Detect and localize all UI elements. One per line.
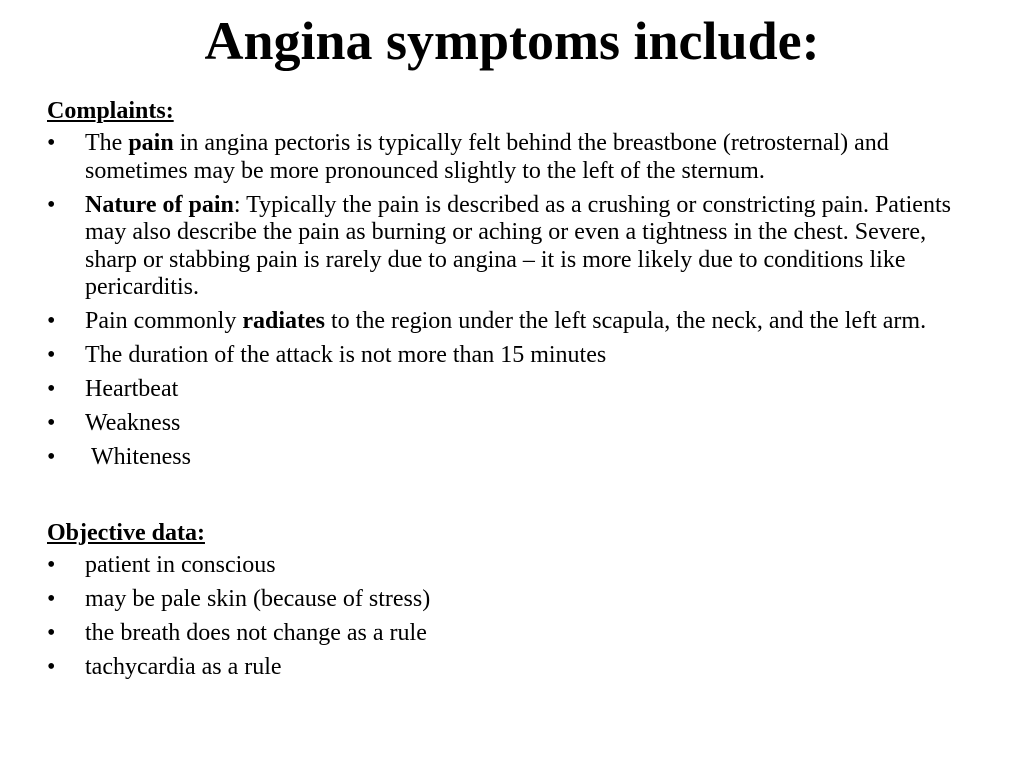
list-item [47, 410, 977, 438]
item-text-bold: radiates [242, 308, 325, 334]
list-item [47, 192, 977, 302]
objective-list [47, 552, 977, 682]
item-text: Heartbeat [85, 376, 179, 402]
bullet-icon: • [47, 342, 56, 368]
list-item [47, 444, 977, 472]
item-text: The duration of the attack is not more than 15 minutes [85, 342, 607, 368]
slide-content [47, 96, 977, 688]
bullet-icon: • [47, 191, 56, 218]
list-item [47, 586, 977, 614]
list-item [47, 552, 977, 580]
bullet-icon: • [47, 444, 56, 470]
bullet-icon: • [47, 620, 56, 646]
bullet-icon: • [47, 410, 56, 436]
bullet-icon: • [47, 130, 56, 156]
list-item [47, 308, 977, 336]
item-text: tachycardia as a rule [85, 654, 282, 680]
item-text-post: : Typically the pain is described as a crushing or constricting pain. Patients may also describe the pain as burning or aching or even a tightness in the chest. Severe, sharp or stabbing pain is rarely due to angina – it is more likely due to conditions like pericarditis. [85, 191, 951, 300]
item-text-post: to the region under the left scapula, the neck, and the left arm. [324, 308, 927, 334]
item-text: may be pale skin (because of stress) [85, 586, 431, 612]
list-item [47, 620, 977, 648]
list-item [47, 342, 977, 370]
item-text-pre: The [85, 130, 129, 156]
list-item [47, 654, 977, 682]
item-text: patient in conscious [85, 552, 276, 578]
list-item [47, 130, 977, 185]
item-text: the breath does not change as a rule [85, 620, 427, 646]
item-text: Weakness [85, 410, 181, 436]
section-spacer [47, 478, 977, 518]
item-text-post: in angina pectoris is typically felt behind the breastbone (retrosternal) and sometimes may be more pronounced slightly to the left of the sternum. [85, 130, 889, 184]
bullet-icon: • [47, 376, 56, 402]
bullet-icon: • [47, 654, 56, 680]
slide-title: Angina symptoms include: [204, 11, 820, 71]
item-text-pre: Pain commonly [85, 308, 243, 334]
complaints-list [47, 130, 977, 472]
item-text: Whiteness [85, 444, 191, 470]
bullet-icon: • [47, 586, 56, 612]
list-item [47, 376, 977, 404]
complaints-heading: Complaints: [47, 98, 174, 124]
item-text-bold: pain [128, 130, 174, 156]
bullet-icon: • [47, 308, 56, 334]
item-text-bold: Nature of pain [85, 191, 234, 218]
bullet-icon: • [47, 552, 56, 578]
objective-heading: Objective data: [47, 520, 205, 546]
